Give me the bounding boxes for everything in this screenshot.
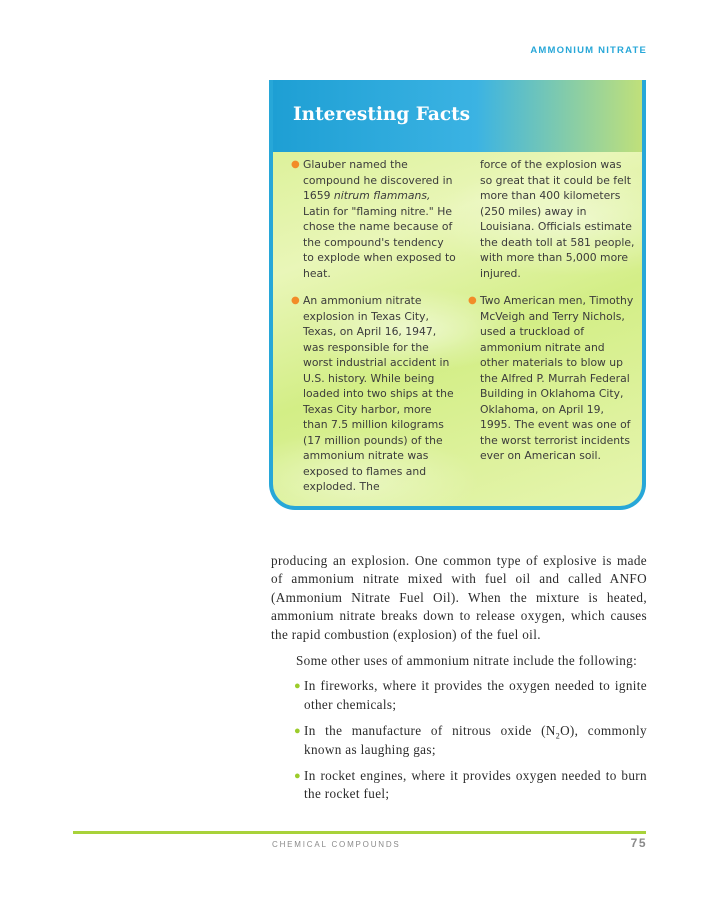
bullet-icon: ●	[291, 295, 300, 306]
fact-item	[291, 293, 457, 495]
interesting-facts-box	[269, 80, 646, 510]
facts-column-left	[291, 157, 457, 507]
page-number: 75	[630, 836, 647, 850]
footer-rule	[73, 831, 646, 834]
main-body-text	[271, 552, 647, 812]
bullet-icon: ●	[294, 725, 301, 738]
fact-text: An ammonium nitrate explosion in Texas City, Texas, on April 16, 1947, was responsible for the worst industrial accident in U.S. history. While being loaded into two ships at the Texas City harbor, more than 7.5 million kilograms (17 million pounds) of the ammonium nitrate was exposed to flames and exploded. The	[303, 294, 454, 493]
uses-list	[271, 677, 647, 803]
list-item: ● In fireworks, where it provides the oxygen needed to ignite other chemicals;	[294, 678, 647, 712]
fact-text: Two American men, Timothy McVeigh and Terry Nichols, used a truckload of ammonium nitrate and other materials to blow up the Alfred P. Murrah Federal Building in Oklahoma City, Oklahoma, on April 19, 1995. The event was one of the worst terrorist incidents ever on American soil.	[480, 294, 634, 462]
bullet-icon: ●	[294, 770, 301, 783]
fact-italic-term: nitrum flammans,	[333, 189, 431, 202]
factbox-header	[273, 80, 642, 152]
body-paragraph: Some other uses of ammonium nitrate include the following:	[296, 653, 638, 669]
footer-book-title: CHEMICAL COMPOUNDS	[272, 840, 401, 849]
fact-continuation	[468, 157, 636, 281]
fact-item	[468, 293, 636, 464]
bullet-icon: ●	[468, 295, 477, 306]
fact-item	[291, 157, 457, 281]
bullet-icon: ●	[294, 680, 301, 693]
body-paragraph: producing an explosion. One common type of explosive is made of ammonium nitrate mixed with fuel oil and called ANFO (Ammonium Nitrate Fuel Oil). When the mixture is heated, ammonium nitrate breaks down to release oxygen, which causes the rapid combustion (explosion) of the fuel oil.	[271, 553, 647, 642]
bullet-icon: ●	[291, 159, 300, 170]
list-item: ● In the manufacture of nitrous oxide $(N_2O)$, commonly known as laughing gas;	[294, 723, 647, 757]
list-item: ● In rocket engines, where it provides oxygen needed to burn the rocket fuel;	[294, 768, 647, 802]
running-head: AMMONIUM NITRATE	[530, 45, 647, 56]
factbox-title: Interesting Facts	[293, 104, 471, 125]
fact-text: Glauber named the compound he discovered in 1659 nitrum flammans, Latin for "flaming nitre." He chose the name because of the compound's tendency to explode when exposed to heat.	[303, 158, 456, 280]
fact-text: force of the explosion was so great that it could be felt more than 400 kilometers (250 miles) away in Louisiana. Officials estimate the death toll at 581 people, with more than 5,000 more injured.	[480, 158, 635, 280]
facts-column-right	[468, 157, 636, 476]
subscript: 2	[555, 731, 561, 741]
